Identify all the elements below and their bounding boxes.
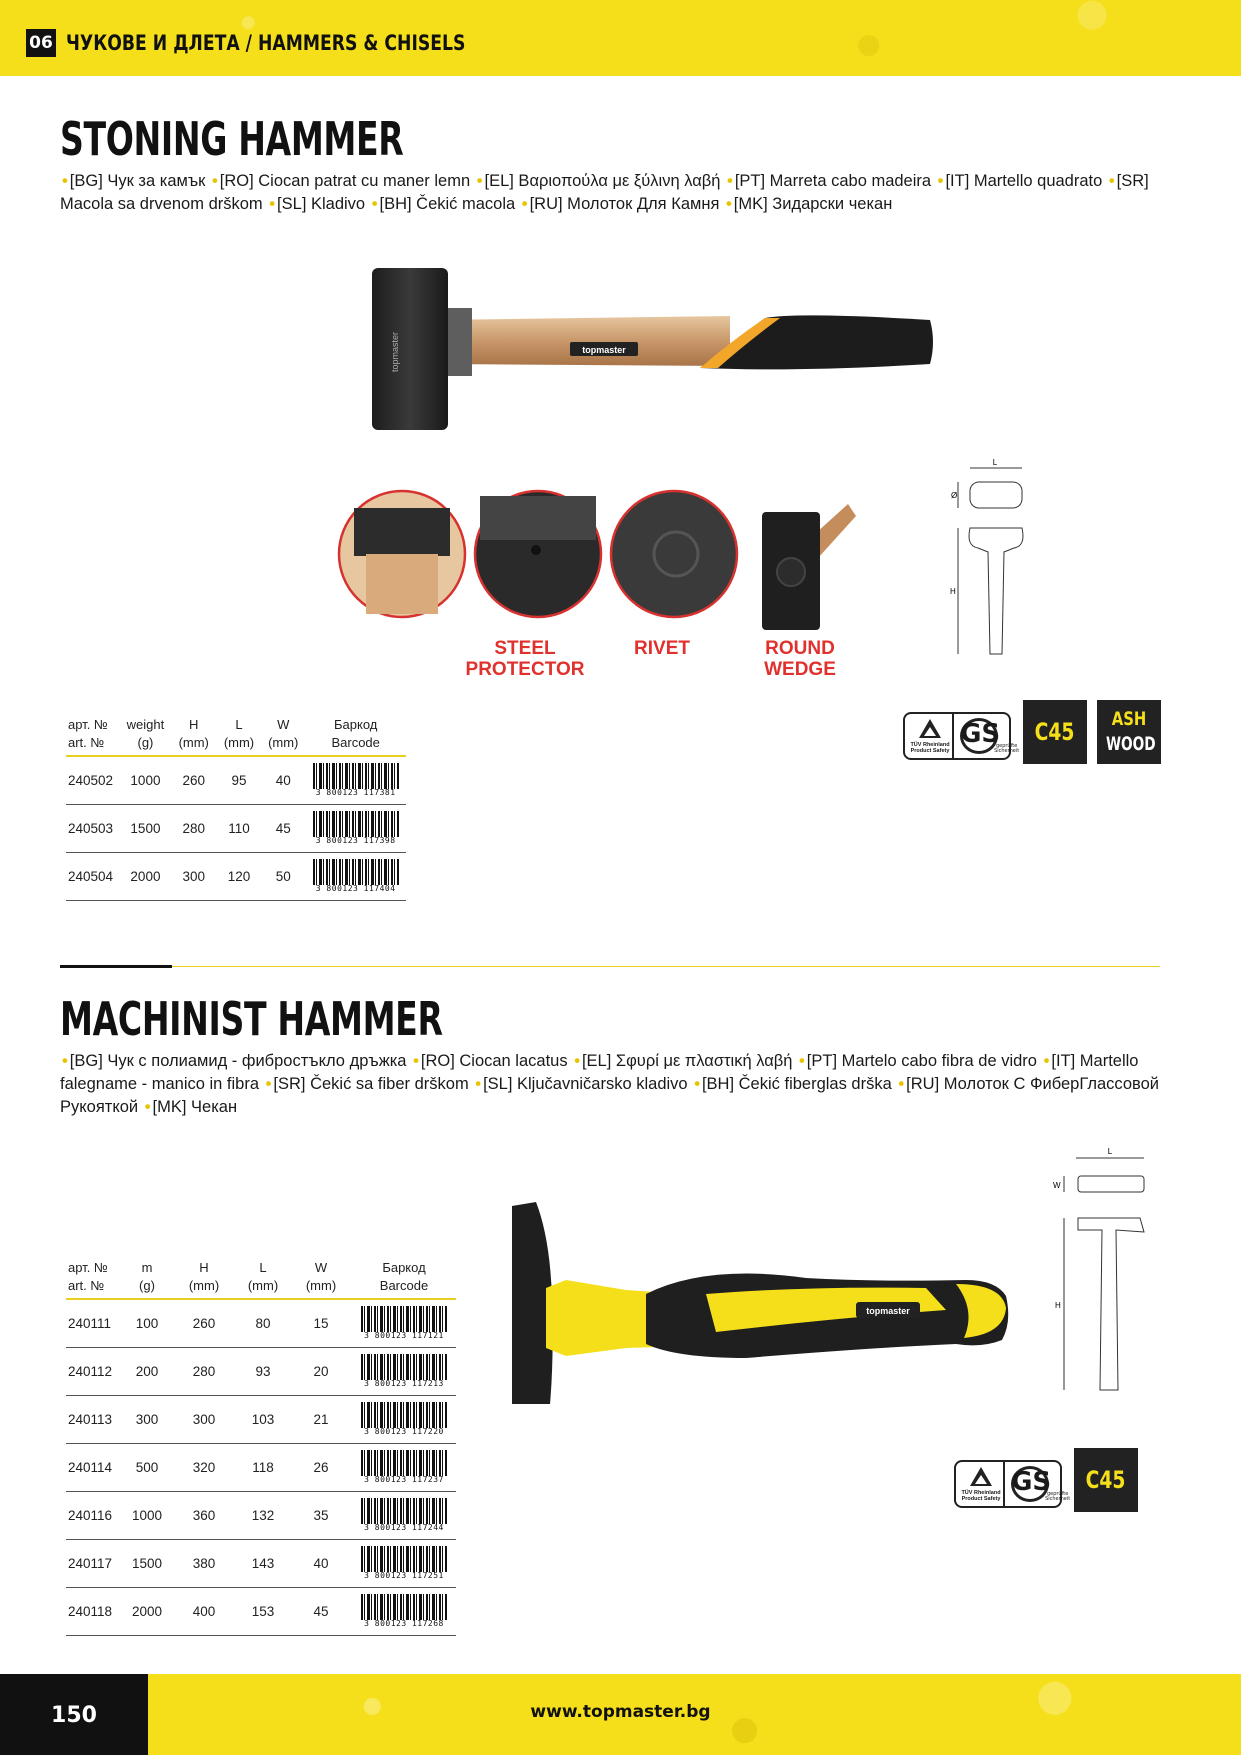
cell-h: 300 <box>171 852 217 900</box>
dimension-l-label: L <box>1107 1147 1113 1156</box>
column-header-weight: weight (g) <box>120 716 170 756</box>
bullet-icon: • <box>476 172 483 190</box>
translation-item: [BH] Čekić fiberglas drška <box>701 1075 892 1093</box>
cell-art: 240118 <box>66 1587 122 1635</box>
barcode-icon <box>357 1400 451 1438</box>
cell-w: 45 <box>290 1587 352 1635</box>
translation-item: [SL] Kladivo <box>277 195 366 213</box>
bullet-icon: • <box>799 1052 805 1070</box>
barcode-cell <box>305 852 406 900</box>
machinist-hammer-brand: topmaster <box>866 1306 910 1316</box>
cell-l: 110 <box>217 804 261 852</box>
ash-wood-badge: ASH WOOD <box>1097 700 1161 764</box>
cell-art: 240504 <box>66 852 120 900</box>
bullet-icon: • <box>521 195 528 213</box>
stoning-c45-badge: C45 <box>1023 700 1087 764</box>
barcode-cell <box>305 804 406 852</box>
barcode-number: 3 800123 117268 <box>364 1619 444 1628</box>
website-link[interactable]: www.topmaster.bg <box>530 1702 711 1722</box>
stoning-hammer-brand: topmaster <box>582 345 626 355</box>
bullet-icon: • <box>371 195 378 213</box>
barcode-number: 3 800123 117251 <box>364 1571 444 1580</box>
cell-l: 95 <box>217 756 261 804</box>
translation-item: [SR] Macola sa drvenom drškom <box>60 172 1149 213</box>
cell-m: 200 <box>122 1347 172 1395</box>
cell-w: 15 <box>290 1299 352 1347</box>
barcode-number: 3 800123 117213 <box>364 1379 444 1388</box>
machinist-c45-badge: C45 <box>1074 1448 1138 1512</box>
cell-w: 40 <box>290 1539 352 1587</box>
translation-item: [SR] Čekić sa fiber drškom <box>273 1075 469 1093</box>
barcode-number: 3 800123 117244 <box>364 1523 444 1532</box>
cell-art: 240503 <box>66 804 120 852</box>
cell-art: 240502 <box>66 756 120 804</box>
column-header-art: арт. № art. № <box>66 1259 122 1299</box>
barcode-icon <box>357 1496 451 1534</box>
machinist-hammer-title: MACHINIST HAMMER <box>60 992 443 1046</box>
barcode-icon <box>309 857 403 895</box>
column-header-m: m (g) <box>122 1259 172 1299</box>
bullet-icon: • <box>727 172 733 190</box>
dimension-h-label: H <box>1055 1301 1061 1310</box>
translation-item: [EL] Σφυρί με πλαστική λαβή <box>581 1052 793 1070</box>
translation-item: [IT] Martello falegname - manico in fibra <box>60 1052 1139 1093</box>
translation-item: [EL] Βαριοπούλα με ξύλινη λαβή <box>484 172 721 190</box>
section-title: ЧУКОВЕ И ДЛЕТА / HAMMERS & CHISELS <box>66 31 466 55</box>
translation-item: [PT] Marreta cabo madeira <box>734 172 932 190</box>
barcode-icon <box>357 1352 451 1390</box>
dimension-w-label: W <box>1053 1181 1061 1190</box>
cell-h: 300 <box>172 1395 236 1443</box>
cell-w: 20 <box>290 1347 352 1395</box>
cell-m: 100 <box>122 1299 172 1347</box>
round-wedge-label: ROUND WEDGE <box>764 638 836 680</box>
machinist-hammer-image <box>506 1198 1026 1408</box>
bullet-icon: • <box>211 172 218 190</box>
barcode-cell <box>352 1587 456 1635</box>
cell-m: 2000 <box>122 1587 172 1635</box>
section-number: 06 <box>26 29 56 57</box>
stoning-hammer-dimension-drawing <box>940 458 1030 663</box>
cell-l: 143 <box>236 1539 290 1587</box>
stoning-hammer-spec-table <box>66 716 406 901</box>
table-row <box>66 1299 456 1347</box>
gs-icon: GS geprüfte Sicherheit <box>1011 1467 1071 1502</box>
column-header-art: арт. № art. № <box>66 716 120 756</box>
cell-m: 300 <box>122 1395 172 1443</box>
page-number: 150 <box>0 1674 148 1755</box>
barcode-cell <box>352 1299 456 1347</box>
bullet-icon: • <box>694 1075 700 1093</box>
column-header-w: W (mm) <box>290 1259 352 1299</box>
column-header-l: L (mm) <box>217 716 261 756</box>
barcode-cell <box>352 1491 456 1539</box>
barcode-number: 3 800123 117381 <box>315 788 396 798</box>
barcode-icon <box>357 1544 451 1582</box>
barcode-icon <box>309 809 403 847</box>
barcode-number: 3 800123 117398 <box>315 836 396 845</box>
bullet-icon: • <box>937 172 944 190</box>
section-divider <box>60 966 1160 967</box>
cell-m: 1000 <box>122 1491 172 1539</box>
cell-l: 80 <box>236 1299 290 1347</box>
translation-item: [BG] Чук с полиамид - фибростъкло дръжка <box>69 1052 407 1070</box>
round-wedge-detail-image <box>608 488 740 620</box>
stoning-hammer-side-image <box>758 498 858 634</box>
table-row <box>66 852 406 900</box>
cell-l: 153 <box>236 1587 290 1635</box>
barcode-icon <box>357 1592 451 1630</box>
cell-h: 260 <box>172 1299 236 1347</box>
dimension-l-label: L <box>992 458 998 467</box>
cell-w: 35 <box>290 1491 352 1539</box>
cell-w: 40 <box>261 756 305 804</box>
cell-weight: 2000 <box>120 852 170 900</box>
cell-h: 320 <box>172 1443 236 1491</box>
cell-w: 26 <box>290 1443 352 1491</box>
rivet-detail-image <box>472 488 604 620</box>
tuv-icon: TÜV Rheinland Product Safety <box>905 714 954 758</box>
table-row <box>66 804 406 852</box>
cell-art: 240111 <box>66 1299 122 1347</box>
translation-item: [MK] Чекан <box>152 1098 238 1116</box>
bullet-icon: • <box>475 1075 482 1093</box>
cell-h: 400 <box>172 1587 236 1635</box>
cell-weight: 1500 <box>120 804 170 852</box>
machinist-hammer-dimension-drawing <box>1048 1146 1148 1396</box>
gs-icon: GS geprüfte Sicherheit <box>960 719 1020 754</box>
machinist-hammer-spec-table <box>66 1259 456 1636</box>
cell-l: 93 <box>236 1347 290 1395</box>
machinist-hammer-translations <box>60 1050 1170 1119</box>
steel-protector-detail-image <box>336 488 468 620</box>
barcode-icon <box>357 1304 451 1342</box>
table-row <box>66 1347 456 1395</box>
barcode-number: 3 800123 117121 <box>364 1331 444 1341</box>
cell-l: 132 <box>236 1491 290 1539</box>
translation-item: [RO] Ciocan lacatus <box>420 1052 568 1070</box>
cell-l: 120 <box>217 852 261 900</box>
translation-item: [BG] Чук за камък <box>69 172 206 190</box>
table-row <box>66 756 406 804</box>
translation-item: [RU] Молоток Для Камня <box>529 195 720 213</box>
steel-protector-label: STEEL PROTECTOR <box>465 638 585 680</box>
barcode-cell <box>305 756 406 804</box>
table-row <box>66 1395 456 1443</box>
column-header-h: H (mm) <box>172 1259 236 1299</box>
cell-art: 240116 <box>66 1491 122 1539</box>
bullet-icon: • <box>1043 1052 1050 1070</box>
bullet-icon: • <box>1108 172 1115 190</box>
table-row <box>66 1491 456 1539</box>
barcode-cell <box>352 1539 456 1587</box>
translation-item: [SL] Ključavničarsko kladivo <box>483 1075 688 1093</box>
rivet-label: RIVET <box>634 638 690 659</box>
dimension-diameter-label: Ø <box>951 491 958 500</box>
cell-l: 103 <box>236 1395 290 1443</box>
barcode-number: 3 800123 117237 <box>364 1475 444 1484</box>
translation-item: [MK] Зидарски чекан <box>733 195 893 213</box>
stoning-hammer-title: STONING HAMMER <box>60 112 404 166</box>
cell-w: 21 <box>290 1395 352 1443</box>
column-header-w: W (mm) <box>261 716 305 756</box>
cell-h: 280 <box>171 804 217 852</box>
bullet-icon: • <box>62 172 68 190</box>
cell-art: 240112 <box>66 1347 122 1395</box>
translation-item: [PT] Martelo cabo fibra de vidro <box>806 1052 1037 1070</box>
bullet-icon: • <box>898 1075 905 1093</box>
cell-h: 360 <box>172 1491 236 1539</box>
translation-item: [IT] Martello quadrato <box>945 172 1103 190</box>
cell-art: 240113 <box>66 1395 122 1443</box>
bullet-icon: • <box>269 195 276 213</box>
table-row <box>66 1539 456 1587</box>
bullet-icon: • <box>574 1052 580 1070</box>
cell-l: 118 <box>236 1443 290 1491</box>
barcode-number: 3 800123 117404 <box>315 884 396 893</box>
table-row <box>66 1587 456 1635</box>
bullet-icon: • <box>62 1052 68 1070</box>
barcode-icon <box>309 761 403 799</box>
bullet-icon: • <box>144 1098 151 1116</box>
barcode-cell <box>352 1347 456 1395</box>
translation-item: [RU] Молоток С ФиберГлассовой Рукояткой <box>60 1075 1160 1116</box>
bullet-icon: • <box>413 1052 419 1070</box>
cell-h: 280 <box>172 1347 236 1395</box>
column-header-l: L (mm) <box>236 1259 290 1299</box>
cell-m: 1500 <box>122 1539 172 1587</box>
barcode-cell <box>352 1395 456 1443</box>
barcode-icon <box>357 1448 451 1486</box>
cell-h: 380 <box>172 1539 236 1587</box>
column-header-h: H (mm) <box>171 716 217 756</box>
bullet-icon: • <box>725 195 732 213</box>
table-row <box>66 1443 456 1491</box>
stoning-certification-badge <box>903 712 1020 760</box>
machinist-certification-badge <box>954 1460 1071 1508</box>
barcode-cell <box>352 1443 456 1491</box>
stoning-hammer-translations <box>60 170 1170 216</box>
stoning-hammer-image <box>370 262 936 434</box>
translation-item: [RO] Ciocan patrat cu maner lemn <box>219 172 471 190</box>
cell-m: 500 <box>122 1443 172 1491</box>
cell-w: 50 <box>261 852 305 900</box>
cell-art: 240117 <box>66 1539 122 1587</box>
cell-art: 240114 <box>66 1443 122 1491</box>
column-header-barcode: Баркод Barcode <box>305 716 406 756</box>
stoning-hammer-head-brand: topmaster <box>390 331 400 373</box>
dimension-h-label: H <box>950 587 956 596</box>
translation-item: [BH] Čekić macola <box>379 195 516 213</box>
cell-w: 45 <box>261 804 305 852</box>
cell-h: 260 <box>171 756 217 804</box>
tuv-icon: TÜV Rheinland Product Safety <box>956 1462 1005 1506</box>
section-divider-accent <box>60 965 172 968</box>
barcode-number: 3 800123 117220 <box>364 1427 444 1436</box>
column-header-barcode: Баркод Barcode <box>352 1259 456 1299</box>
bullet-icon: • <box>265 1075 272 1093</box>
cell-weight: 1000 <box>120 756 170 804</box>
